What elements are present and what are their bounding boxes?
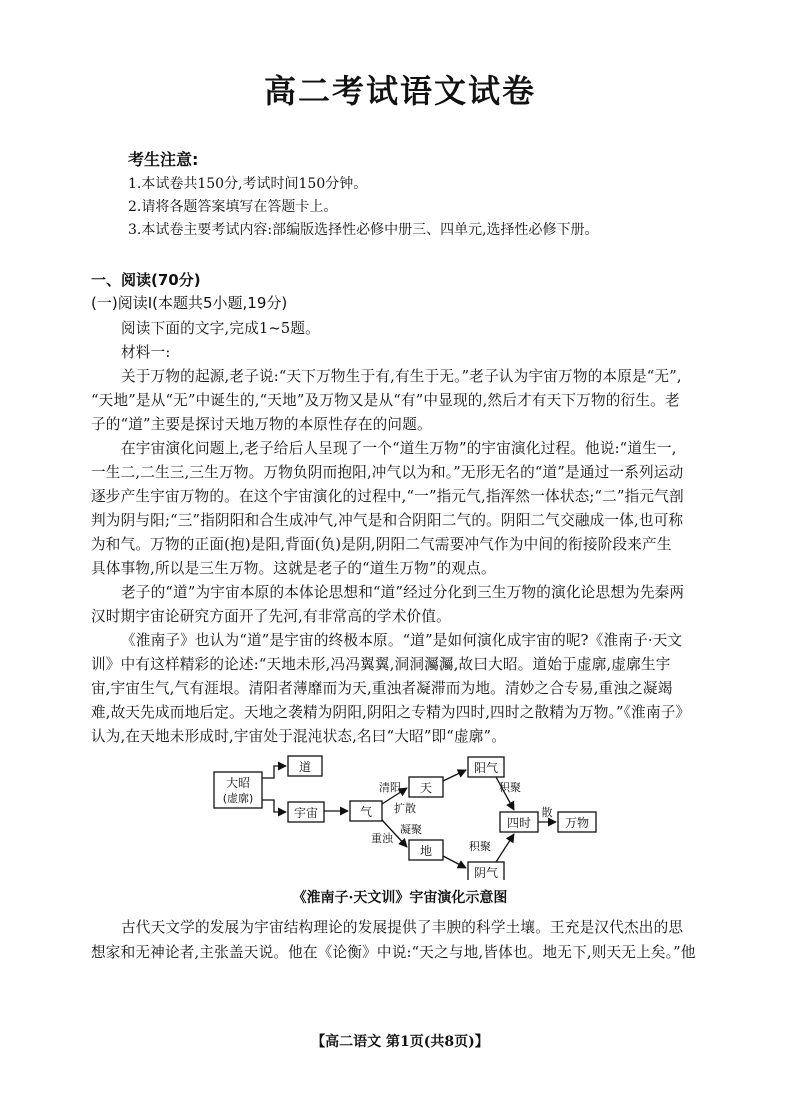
paragraph-line: 难,故天先成而地后定。天地之袭精为阴阳,阴阳之专精为四时,四时之散精为万物。”《淮南子》 xyxy=(91,704,691,721)
paragraph-line: “天地”是从“无”中诞生的,“天地”及万物又是从“有”中显现的,然后才有天下万物的衍生。老 xyxy=(91,392,680,409)
diagram-caption: 《淮南子·天文训》宇宙演化示意图 xyxy=(292,890,508,906)
node-label: 宇宙 xyxy=(293,806,319,820)
arrow-yinqi-sishi xyxy=(496,834,514,862)
edge-label: 凝聚 xyxy=(400,823,422,836)
node-label: 大昭 xyxy=(225,776,251,790)
paragraph-line: 训》中有这样精彩的论述:“天地未形,冯冯翼翼,洞洞灟灟,故曰大昭。道始于虚廓,虚廓生宇 xyxy=(91,656,671,673)
node-label: 天 xyxy=(419,781,433,795)
edge-label: 积聚 xyxy=(499,781,521,794)
node-label: 万物 xyxy=(564,816,590,830)
node-label: 气 xyxy=(359,805,373,819)
paragraph-line: 古代天文学的发展为宇宙结构理论的发展提供了丰腴的科学土壤。王充是汉代杰出的思 xyxy=(121,919,684,936)
arrow-tian-yangqi xyxy=(443,770,466,781)
node-label: 道 xyxy=(298,760,312,774)
paragraph-line: 子的“道”主要是探讨天地万物的本原性存在的问题。 xyxy=(91,416,432,433)
node-label: 阳气 xyxy=(473,761,499,775)
edge-label: 重浊 xyxy=(371,832,393,845)
exam-title: 高二考试语文试卷 xyxy=(263,72,536,110)
cosmic-evolution-diagram xyxy=(212,748,612,880)
paragraph-line: 汉时期宇宙论研究方面开了先河,有非常高的学术价值。 xyxy=(91,608,451,625)
node-label: 地 xyxy=(419,844,433,858)
notice-item: 2.请将各题答案填写在答题卡上。 xyxy=(128,199,338,215)
node-label: 四时 xyxy=(506,816,532,830)
notice-heading: 考生注意: xyxy=(128,150,199,169)
edge-label: 清阳 xyxy=(379,781,401,794)
paragraph-line: 《淮南子》也认为“道”是宇宙的终极本原。“道”是如何演化成宇宙的呢?《淮南子·天文 xyxy=(121,632,683,649)
paragraph-line: 关于万物的起源,老子说:“天下万物生于有,有生于无。”老子认为宇宙万物的本原是“无”, xyxy=(121,368,682,385)
section-title: 一、阅读(70分) xyxy=(91,271,201,289)
paragraph-line: 在宇宙演化问题上,老子给后人呈现了一个“道生万物”的宇宙演化过程。他说:“道生一, xyxy=(121,440,677,457)
node-label: (虚廓) xyxy=(222,792,254,805)
material-label: 材料一: xyxy=(121,344,171,361)
instruction: 阅读下面的文字,完成1~5题。 xyxy=(121,320,320,337)
paragraph-line: 宙,宇宙生气,气有涯垠。清阳者薄靡而为天,重浊者凝滞而为地。清妙之合专易,重浊之凝竭 xyxy=(91,680,673,697)
arrow-dazhao-dao xyxy=(262,766,286,778)
edge-label: 扩散 xyxy=(394,802,416,815)
paragraph-line: 具体事物,所以是三生万物。这就是老子的“道生万物”的观点。 xyxy=(91,560,496,577)
edge-label: 散 xyxy=(541,806,553,819)
arrow-dazhao-yuzhou xyxy=(262,800,286,812)
notice-item: 3.本试卷主要考试内容:部编版选择性必修中册三、四单元,选择性必修下册。 xyxy=(128,222,599,238)
paragraph-line: 一生二,二生三,三生万物。万物负阴而抱阳,冲气以为和。”无形无名的“道”是通过一系列运动 xyxy=(91,464,684,481)
paragraph-line: 认为,在天地未形成时,宇宙处于混沌状态,名曰“大昭”即“虚廓”。 xyxy=(91,728,507,745)
section-subtitle: (一)阅读Ⅰ(本题共5小题,19分) xyxy=(91,294,288,312)
paragraph-line: 老子的“道”为宇宙本原的本体论思想和“道”经过分化到三生万物的演化论思想为先秦两 xyxy=(121,584,685,601)
node-label: 阴气 xyxy=(473,866,499,880)
edge-label: 积聚 xyxy=(469,840,491,853)
paragraph-line: 判为阴与阳;“三”指阴阳和合生成冲气,冲气是和合阴阳二气的。阴阳二气交融成一体,也可称 xyxy=(91,512,684,529)
arrow-di-yinqi xyxy=(443,856,466,868)
paragraph-line: 逐步产生宇宙万物的。在这个宇宙演化的过程中,“一”指元气,指浑然一体状态;“二”指元气剖 xyxy=(91,488,684,505)
notice-item: 1.本试卷共150分,考试时间150分钟。 xyxy=(128,176,368,192)
paragraph-line: 想家和无神论者,主张盖天说。他在《论衡》中说:“天之与地,皆体也。地无下,则天无上矣。”他 xyxy=(91,944,696,961)
paragraph-line: 为和气。万物的正面(抱)是阳,背面(负)是阴,阴阳二气需要冲气作为中间的衔接阶段来产生 xyxy=(91,536,672,553)
page-footer: 【高二语文 第1页(共8页)】 xyxy=(311,1034,489,1050)
